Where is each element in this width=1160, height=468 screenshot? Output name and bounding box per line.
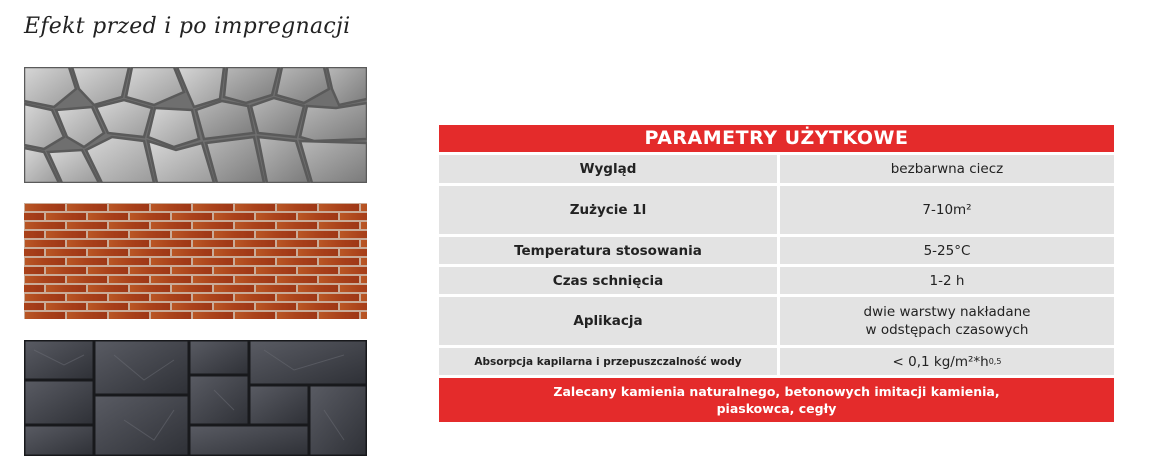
row-value xyxy=(780,348,1114,375)
row-value xyxy=(780,297,1114,345)
row-value: 5-25°C xyxy=(780,237,1114,264)
table-row xyxy=(439,297,1114,345)
row-value-line: dwie warstwy nakładane xyxy=(863,304,1031,320)
row-label: Wygląd xyxy=(439,155,777,183)
banner-line: piaskowca, cegły xyxy=(716,401,837,416)
row-value-exponent: 0,5 xyxy=(988,356,1002,366)
row-value: bezbarwna ciecz xyxy=(780,155,1114,183)
row-label: Zużycie 1l xyxy=(439,186,777,234)
row-value-main: < 0,1 kg/m²*h xyxy=(892,353,989,370)
table-title: PARAMETRY UŻYTKOWE xyxy=(439,125,1114,152)
parameters-table xyxy=(439,125,1114,422)
banner-line: Zalecany kamienia naturalnego, betonowych imitacji kamienia, xyxy=(553,384,1000,399)
row-label: Czas schnięcia xyxy=(439,267,777,294)
brick-wall-image xyxy=(24,203,367,319)
table-row xyxy=(439,186,1114,234)
row-value: 1-2 h xyxy=(780,267,1114,294)
row-label: Temperatura stosowania xyxy=(439,237,777,264)
slate-wall-image xyxy=(24,340,367,456)
table-row xyxy=(439,237,1114,264)
table-row xyxy=(439,267,1114,294)
row-label: Absorpcja kapilarna i przepuszczalność wody xyxy=(439,348,777,375)
row-value-line: w odstępach czasowych xyxy=(865,322,1029,338)
row-value: 7-10m² xyxy=(780,186,1114,234)
recommendation-banner xyxy=(439,378,1114,422)
page-heading: Efekt przed i po impregnacji xyxy=(24,14,351,39)
stone-wall-image xyxy=(24,67,367,183)
table-row xyxy=(439,348,1114,375)
table-row xyxy=(439,155,1114,183)
row-label: Aplikacja xyxy=(439,297,777,345)
